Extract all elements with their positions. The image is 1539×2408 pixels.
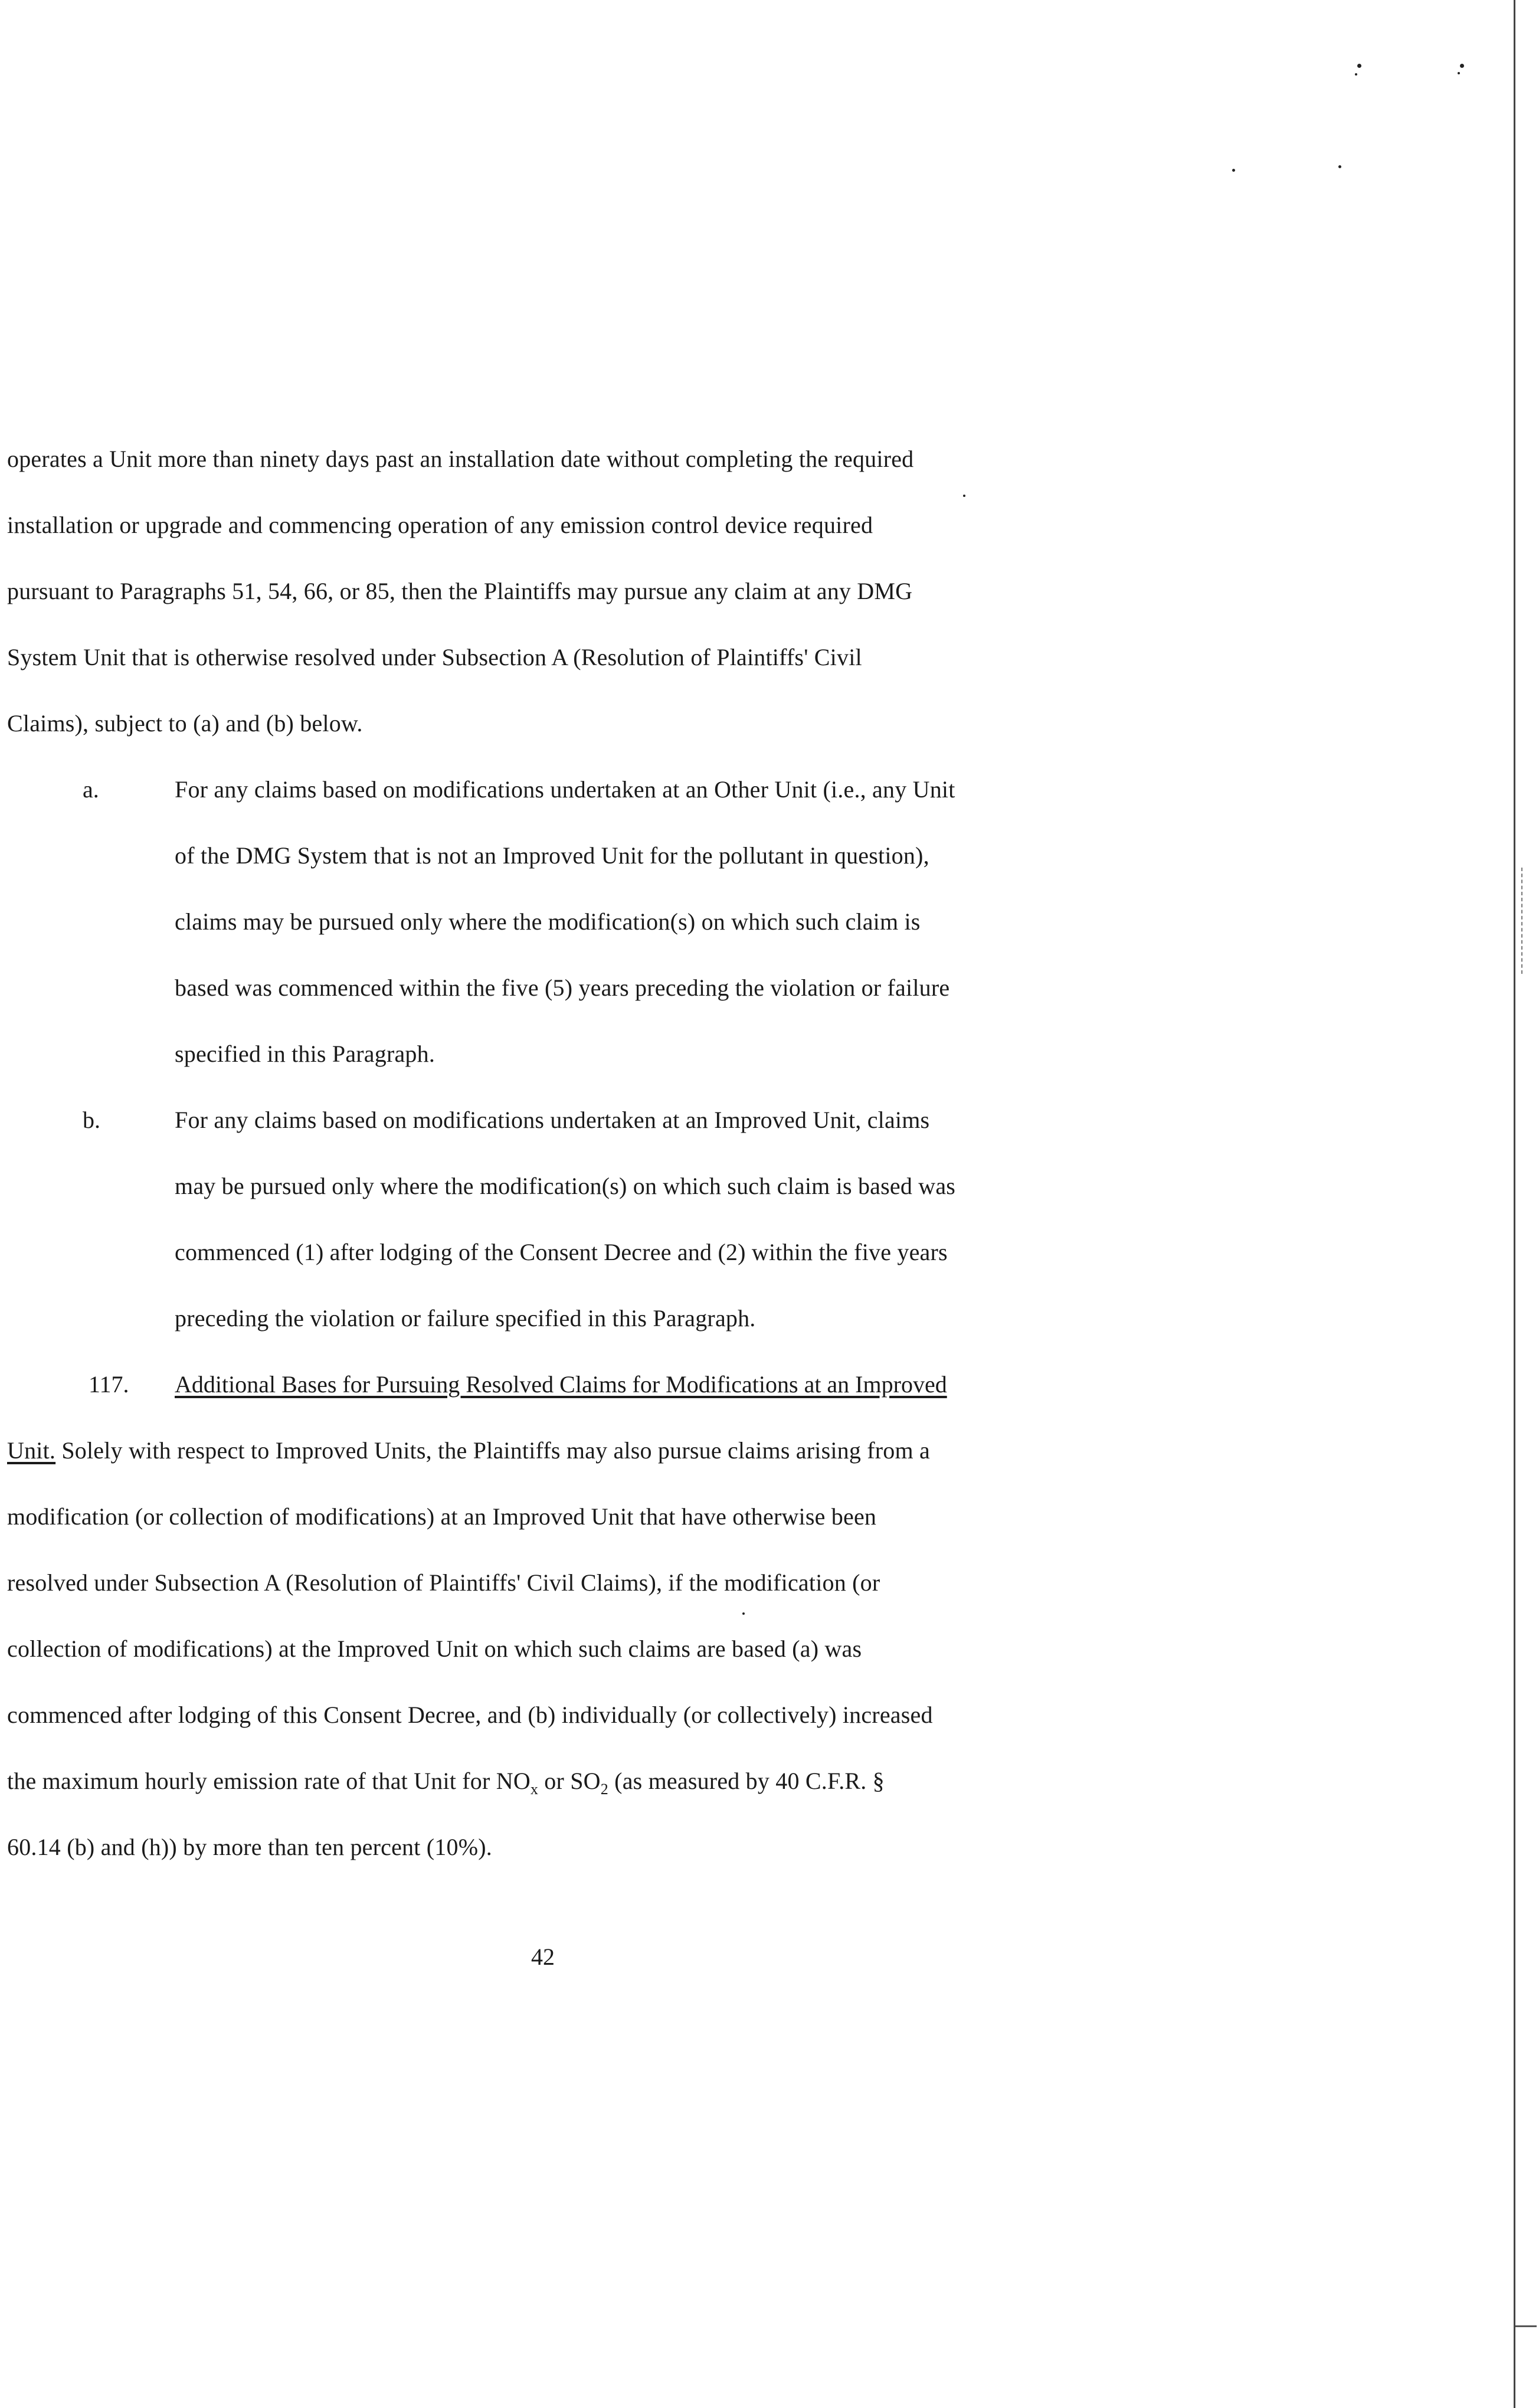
- paragraph-heading: Additional Bases for Pursuing Resolved Claims for Modifications at an Improved: [175, 1371, 947, 1398]
- scan-speck: [1355, 73, 1357, 76]
- body-text-line: collection of modifications) at the Improved Unit on which such claims are based (a) was: [7, 1635, 862, 1662]
- body-text-segment: the maximum hourly emission rate of that Unit for NO: [7, 1768, 531, 1794]
- item-a-line: of the DMG System that is not an Improved Unit for the pollutant in question),: [175, 842, 929, 869]
- item-a-line: claims may be pursued only where the modification(s) on which such claim is: [175, 908, 921, 935]
- body-text-line: operates a Unit more than ninety days past an installation date without completing the required: [7, 446, 914, 472]
- scan-speck: [1460, 64, 1464, 68]
- scan-speck: [1232, 169, 1235, 172]
- item-b-line: preceding the violation or failure specified in this Paragraph.: [175, 1305, 756, 1331]
- item-b-line: commenced (1) after lodging of the Consent Decree and (2) within the five years: [175, 1239, 948, 1265]
- body-text-line: commenced after lodging of this Consent Decree, and (b) individually (or collectively) increased: [7, 1702, 933, 1728]
- paragraph-heading-end: Unit.: [7, 1437, 56, 1464]
- page-number: 42: [531, 1944, 555, 1970]
- body-text-segment: (as measured by 40 C.F.R. §: [608, 1768, 885, 1794]
- paragraph-number: 117.: [89, 1371, 129, 1398]
- scan-edge-line: [1514, 0, 1515, 2408]
- scan-speck: [742, 1612, 745, 1615]
- body-text-segment: or SO: [538, 1768, 601, 1794]
- body-text-line: installation or upgrade and commencing operation of any emission control device required: [7, 512, 873, 538]
- scan-speck: [1357, 64, 1361, 68]
- item-a-line: specified in this Paragraph.: [175, 1041, 435, 1067]
- body-text-line: System Unit that is otherwise resolved under Subsection A (Resolution of Plaintiffs' Civil: [7, 644, 862, 670]
- scan-speck: [963, 495, 965, 497]
- body-text-segment: Solely with respect to Improved Units, the Plaintiffs may also pursue claims arising from a: [55, 1437, 930, 1464]
- item-b-line: For any claims based on modifications undertaken at an Improved Unit, claims: [175, 1107, 930, 1133]
- body-text-line: Claims), subject to (a) and (b) below.: [7, 710, 363, 737]
- item-a-marker: a.: [83, 776, 99, 803]
- body-text-line: pursuant to Paragraphs 51, 54, 66, or 85, then the Plaintiffs may pursue any claim at any DMG: [7, 578, 913, 604]
- item-b-line: may be pursued only where the modification(s) on which such claim is based was: [175, 1173, 956, 1199]
- subscript: 2: [600, 1781, 608, 1798]
- scan-dashed-mark: [1521, 868, 1522, 974]
- scan-speck: [1458, 72, 1460, 74]
- body-text-line: modification (or collection of modifications) at an Improved Unit that have otherwise been: [7, 1503, 877, 1530]
- scan-corner-mark: [1515, 2325, 1537, 2327]
- item-a-line: For any claims based on modifications undertaken at an Other Unit (i.e., any Unit: [175, 776, 955, 803]
- body-text-line: [7, 1435, 930, 1466]
- subscript: x: [530, 1781, 539, 1798]
- scan-speck: [1338, 165, 1341, 168]
- item-a-line: based was commenced within the five (5) years preceding the violation or failure: [175, 974, 950, 1001]
- body-text-line: resolved under Subsection A (Resolution of Plaintiffs' Civil Claims), if the modification (or: [7, 1569, 880, 1596]
- body-text-line: [7, 1766, 885, 1797]
- body-text-line: 60.14 (b) and (h)) by more than ten percent (10%).: [7, 1834, 492, 1860]
- item-b-marker: b.: [83, 1107, 100, 1133]
